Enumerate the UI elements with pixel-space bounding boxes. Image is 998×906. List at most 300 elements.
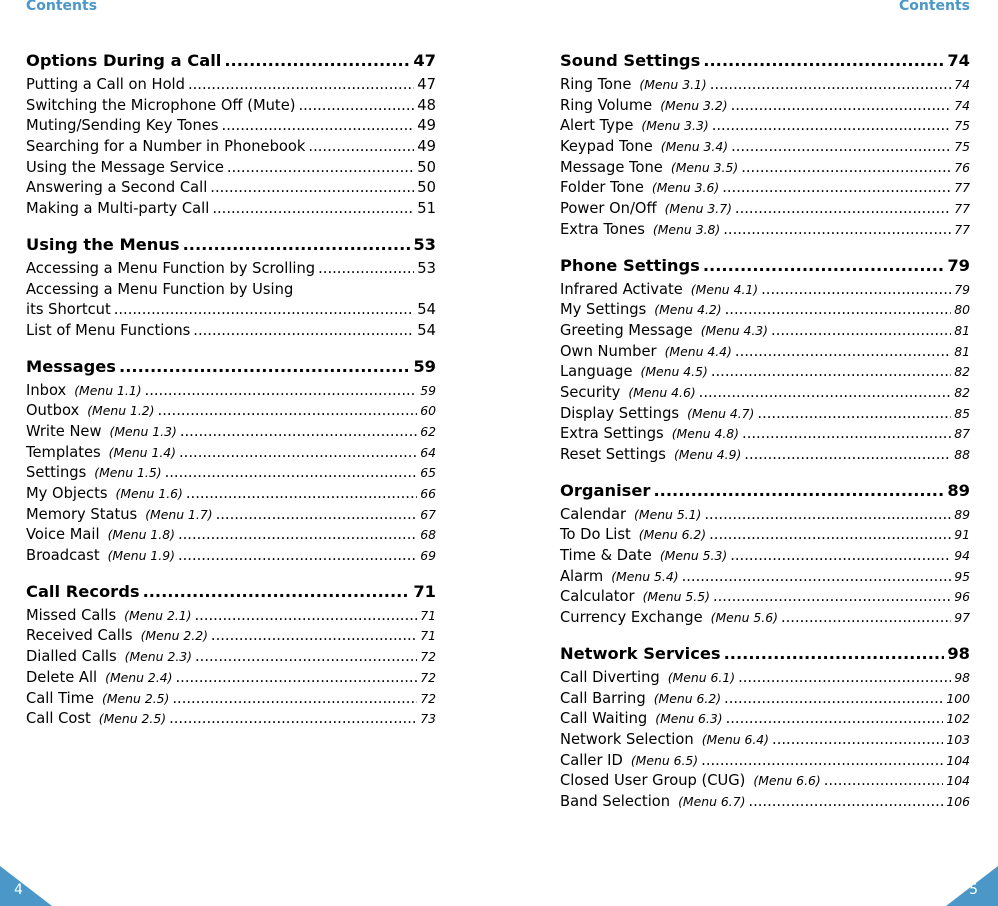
entry-page-number: 50 [417,158,436,176]
section-title: Phone Settings [560,255,700,275]
toc-section-heading[interactable] [560,481,970,506]
entry-title: Network Selection [560,730,694,748]
entry-page-number: 68 [420,527,436,543]
entry-title: Message Tone [560,158,663,176]
entry-menu-ref: (Menu 5.3) [659,548,728,564]
section-title: Call Records [26,581,140,601]
toc-entry[interactable] [26,547,436,568]
entry-menu-ref: (Menu 3.8) [652,221,721,237]
dot-leader [722,179,951,196]
left-page-corner-tab [0,866,52,906]
entry-page-number: 89 [954,506,970,522]
dot-leader [726,710,944,727]
entry-menu-ref: (Menu 6.2) [638,527,707,543]
toc-entry[interactable] [560,343,970,364]
toc-entry[interactable] [26,690,436,711]
toc-entry[interactable] [26,485,436,506]
entry-page-number: 48 [417,96,436,114]
entry-title: Calculator [560,588,635,606]
entry-page-number: 77 [954,201,970,217]
entry-title: Switching the Microphone Off (Mute) [26,96,296,114]
entry-page-number: 49 [417,138,436,156]
dot-leader [195,607,418,624]
section-page-number: 47 [413,51,436,70]
entry-page-number: 74 [954,97,970,113]
entry-title: My Settings [560,301,647,319]
section-page-number: 71 [413,581,436,601]
toc-entry[interactable] [26,138,436,159]
entry-page-number: 81 [954,343,970,359]
entry-menu-ref: (Menu 6.1) [667,669,736,685]
entry-menu-ref: (Menu 3.7) [664,201,732,217]
entry-title: Calendar [560,505,627,523]
dot-leader [742,425,951,442]
dot-leader [761,281,951,298]
dot-leader [188,76,414,93]
dot-leader [710,76,951,93]
section-page-number: 79 [947,255,970,275]
toc-entry[interactable] [26,506,436,527]
entry-page-number: 69 [420,548,436,564]
dot-leader [723,221,951,238]
section-page-number: 53 [413,234,436,254]
dot-leader [744,446,951,463]
section-title: Options During a Call [26,51,222,70]
entry-title: Language [560,363,633,381]
dot-leader [227,159,414,176]
dot-leader [180,423,417,440]
section-title: Network Services [560,643,721,663]
dot-leader [712,117,952,134]
toc-entry[interactable] [560,301,970,322]
entry-menu-ref: (Menu 2.1) [124,607,192,623]
dot-leader [771,322,951,339]
dot-leader [186,485,417,502]
entry-title: Own Number [560,342,657,360]
entry-title: Extra Settings [560,425,664,443]
dot-leader [735,343,951,360]
dot-leader [114,301,415,318]
toc-entry[interactable] [560,138,970,159]
dot-leader [178,547,417,564]
dot-leader [735,200,951,217]
dot-leader [772,731,943,748]
entry-menu-ref: (Menu 1.3) [109,423,177,439]
entry-title: Accessing a Menu Function by Using [26,280,294,298]
entry-page-number: 67 [420,506,436,522]
entry-page-number: 98 [954,669,970,685]
entry-title: Greeting Message [560,321,693,339]
entry-menu-ref: (Menu 1.9) [107,548,175,564]
dot-leader [308,138,414,155]
entry-page-number: 59 [420,382,436,398]
entry-title: Ring Volume [560,96,653,114]
dot-leader [704,506,951,523]
toc-entry[interactable] [560,752,970,773]
entry-page-number: 72 [420,649,436,665]
entry-page-number: 82 [954,384,970,400]
entry-title: Extra Tones [560,220,645,238]
entry-page-number: 79 [954,281,970,297]
toc-entry[interactable] [26,444,436,465]
entry-page-number: 54 [417,321,436,339]
entry-title: Infrared Activate [560,280,683,298]
entry-menu-ref: (Menu 6.5) [630,752,699,768]
section-title: Sound Settings [560,51,701,70]
dot-leader [703,256,944,275]
toc-entry[interactable] [26,322,436,343]
dot-leader [724,644,945,663]
entry-menu-ref: (Menu 5.5) [642,589,710,605]
toc-section-heading[interactable] [26,357,436,382]
toc-entry[interactable] [560,322,970,343]
entry-menu-ref: (Menu 1.4) [108,444,177,460]
entry-page-number: 91 [954,527,970,543]
dot-leader [713,588,951,605]
entry-title: Searching for a Number in Phonebook [26,138,306,156]
entry-menu-ref: (Menu 4.8) [671,426,740,442]
toc-section [560,644,970,814]
toc-entry[interactable] [560,526,970,547]
toc-section-heading[interactable] [26,51,436,76]
toc-entry[interactable] [560,731,970,752]
entry-page-number: 102 [946,711,970,727]
entry-menu-ref: (Menu 4.6) [628,384,696,400]
entry-title: Voice Mail [26,526,100,544]
toc-section [26,51,436,221]
entry-title: Accessing a Menu Function by Scrolling [26,259,316,277]
entry-menu-ref: (Menu 2.2) [140,628,208,644]
toc-entry[interactable] [560,363,970,384]
toc-entry[interactable] [560,506,970,527]
entry-page-number: 77 [954,221,970,237]
entry-title: Call Barring [560,689,646,707]
entry-menu-ref: (Menu 1.1) [74,382,142,398]
toc-entry[interactable] [26,627,436,648]
entry-page-number: 60 [420,403,436,419]
section-title: Using the Menus [26,234,180,254]
dot-leader [222,117,415,134]
entry-title: Display Settings [560,404,680,422]
dot-leader [216,506,418,523]
toc-entry[interactable] [26,382,436,403]
entry-page-number: 87 [954,426,970,442]
toc-entry[interactable] [26,117,436,138]
dot-leader [741,159,951,176]
entry-title: Outbox [26,402,80,420]
entry-page-number: 104 [946,752,970,768]
toc-entry[interactable] [560,609,970,630]
entry-title: Memory Status [26,505,138,523]
entry-title: Making a Multi-party Call [26,200,210,218]
right-page-header: Contents [898,0,970,14]
dot-leader [211,627,417,644]
dot-leader [701,752,943,769]
toc-section [560,51,970,242]
toc-section [26,357,436,568]
entry-menu-ref: (Menu 4.1) [690,281,759,297]
toc-entry[interactable] [26,200,436,221]
toc-section-heading[interactable] [26,235,436,260]
toc-entry[interactable] [26,76,436,97]
entry-title: Power On/Off [560,200,657,218]
toc-entry[interactable] [560,117,970,138]
dot-leader [725,301,952,318]
toc-entry[interactable] [560,281,970,302]
toc-entry[interactable] [26,159,436,180]
entry-page-number: 76 [954,159,970,175]
entry-title: Call Cost [26,710,91,728]
toc-entry[interactable] [560,425,970,446]
dot-leader [165,464,418,481]
dot-leader [212,200,414,217]
section-title: Messages [26,356,117,376]
dot-leader [298,97,414,114]
section-page-number: 74 [947,51,970,70]
entry-page-number: 53 [417,259,436,277]
entry-menu-ref: (Menu 5.6) [710,610,778,626]
toc-section [26,582,436,731]
right-toc-column [560,51,970,828]
entry-page-number: 73 [420,711,436,727]
entry-title: Alarm [560,567,604,585]
entry-page-number: 80 [954,302,970,318]
right-page-number: 5 [969,882,978,898]
toc-entry[interactable] [560,793,970,814]
entry-title: Security [560,383,621,401]
toc-entry[interactable] [560,76,970,97]
dot-leader [158,402,418,419]
toc-entry[interactable] [560,588,970,609]
entry-menu-ref: (Menu 6.4) [701,731,770,747]
entry-page-number: 50 [417,179,436,197]
dot-leader [824,772,944,789]
toc-entry[interactable] [560,446,970,467]
toc-entry[interactable] [26,281,436,302]
dot-leader [169,710,417,727]
entry-page-number: 72 [420,690,436,706]
dot-leader [143,582,411,601]
dot-leader [318,260,414,277]
dot-leader [178,526,417,543]
toc-section-heading[interactable] [560,51,970,76]
entry-title: Putting a Call on Hold [26,76,185,93]
entry-menu-ref: (Menu 4.4) [664,343,732,359]
left-toc-column [26,51,436,745]
dot-leader [682,568,952,585]
entry-title: Answering a Second Call [26,179,208,197]
entry-page-number: 88 [954,447,970,462]
entry-menu-ref: (Menu 4.7) [687,405,755,421]
toc-entry[interactable] [26,402,436,423]
dot-leader [699,384,952,401]
dot-leader [210,179,414,196]
toc-entry[interactable] [26,526,436,547]
entry-title: Call Diverting [560,668,660,686]
toc-entry[interactable] [26,710,436,731]
toc-entry[interactable] [560,384,970,405]
entry-menu-ref: (Menu 1.8) [107,527,175,543]
dot-leader [179,444,417,461]
entry-title: Time & Date [560,547,652,565]
entry-page-number: 66 [420,486,436,501]
entry-menu-ref: (Menu 4.3) [700,322,769,338]
toc-entry[interactable] [560,179,970,200]
dot-leader [119,357,410,376]
entry-title: Closed User Group (CUG) [560,772,746,790]
entry-page-number: 75 [954,118,970,134]
entry-page-number: 49 [417,117,436,135]
entry-title: Caller ID [560,751,623,769]
entry-title: My Objects [26,485,108,502]
left-page-header: Contents [26,0,98,14]
entry-title: Call Time [26,689,95,707]
entry-page-number: 95 [954,568,970,584]
entry-page-number: 96 [954,589,970,605]
entry-page-number: 71 [420,607,436,623]
entry-title: Missed Calls [26,606,117,624]
toc-section-heading[interactable] [560,644,970,669]
entry-title: Band Selection [560,792,671,810]
toc-entry[interactable] [560,159,970,180]
entry-menu-ref: (Menu 3.4) [660,139,729,155]
entry-menu-ref: (Menu 4.5) [640,364,708,380]
entry-menu-ref: (Menu 1.5) [94,465,162,481]
dot-leader [731,97,952,114]
entry-title: Keypad Tone [560,138,653,156]
entry-title: Broadcast [26,547,100,565]
dot-leader [731,138,951,155]
toc-entry[interactable] [560,772,970,793]
entry-title: Reset Settings [560,446,666,463]
toc-entry[interactable] [26,607,436,628]
entry-menu-ref: (Menu 1.6) [115,486,183,501]
dot-leader [748,793,943,810]
section-page-number: 59 [413,356,436,376]
entry-title: To Do List [560,526,631,544]
dot-leader [175,669,417,686]
toc-entry[interactable] [26,179,436,200]
entry-page-number: 71 [420,628,436,644]
toc-entry[interactable] [26,97,436,118]
entry-page-number: 75 [954,139,970,155]
dot-leader [781,609,951,626]
entry-page-number: 62 [420,423,436,439]
section-page-number: 98 [947,643,970,663]
entry-page-number: 94 [954,548,970,564]
entry-page-number: 65 [420,465,436,481]
entry-title: Received Calls [26,627,133,645]
entry-menu-ref: (Menu 3.3) [641,118,709,134]
entry-page-number: 104 [946,773,970,789]
entry-title: Dialled Calls [26,648,117,666]
toc-entry[interactable] [26,423,436,444]
toc-entry[interactable] [26,260,436,281]
entry-title: Settings [26,464,87,482]
entry-menu-ref: (Menu 2.3) [124,649,192,665]
entry-menu-ref: (Menu 1.7) [145,506,213,522]
entry-menu-ref: (Menu 5.4) [611,568,679,584]
toc-entry[interactable] [560,710,970,731]
entry-menu-ref: (Menu 2.5) [102,690,170,706]
entry-page-number: 85 [954,405,970,421]
dot-leader [709,526,951,543]
entry-page-number: 82 [954,364,970,380]
toc-entry[interactable] [560,405,970,426]
dot-leader [757,405,951,422]
entry-title: Delete All [26,668,98,686]
entry-menu-ref: (Menu 3.5) [670,159,739,175]
toc-entry[interactable] [26,464,436,485]
entry-page-number: 103 [946,731,970,747]
toc-entry[interactable] [26,301,436,322]
toc-entry[interactable] [560,690,970,711]
dot-leader [145,382,418,399]
entry-page-number: 106 [946,793,970,809]
entry-menu-ref: (Menu 3.6) [651,180,720,196]
entry-page-number: 81 [954,322,970,338]
entry-menu-ref: (Menu 3.2) [660,97,728,113]
entry-menu-ref: (Menu 6.3) [655,711,723,727]
entry-menu-ref: (Menu 2.5) [98,711,167,727]
entry-menu-ref: (Menu 5.1) [634,506,702,522]
entry-page-number: 64 [420,444,436,460]
toc-section [560,256,970,467]
entry-menu-ref: (Menu 2.4) [105,669,173,685]
toc-entry[interactable] [26,648,436,669]
entry-menu-ref: (Menu 6.7) [678,793,746,809]
section-title: Organiser [560,480,651,500]
toc-entry[interactable] [560,669,970,690]
entry-menu-ref: (Menu 6.6) [753,773,821,789]
entry-page-number: 47 [417,76,436,93]
dot-leader [738,669,951,686]
dot-leader [193,322,414,339]
entry-title: Templates [26,443,101,461]
toc-section [560,481,970,630]
entry-page-number: 74 [954,77,970,92]
entry-menu-ref: (Menu 4.2) [654,302,722,318]
entry-page-number: 72 [420,669,436,685]
entry-title: Ring Tone [560,76,632,93]
entry-menu-ref: (Menu 6.2) [653,690,722,706]
entry-menu-ref: (Menu 3.1) [639,77,707,92]
entry-page-number: 51 [417,200,436,218]
dot-leader [224,51,410,70]
dot-leader [172,690,417,707]
toc-entry[interactable] [560,547,970,568]
dot-leader [730,547,951,564]
toc-section-heading[interactable] [560,256,970,281]
entry-title: Currency Exchange [560,609,703,627]
dot-leader [183,235,411,254]
toc-entry[interactable] [26,669,436,690]
entry-title: Call Waiting [560,710,648,728]
toc-section-heading[interactable] [26,582,436,607]
entry-title: Alert Type [560,117,634,135]
entry-page-number: 97 [954,610,970,626]
entry-page-number: 54 [417,301,436,319]
toc-section [26,235,436,343]
toc-entry[interactable] [560,97,970,118]
entry-title: Folder Tone [560,179,644,197]
toc-entry[interactable] [560,200,970,221]
entry-menu-ref: (Menu 1.2) [87,403,155,419]
entry-page-number: 77 [954,180,970,196]
toc-entry[interactable] [560,221,970,242]
entry-title: Muting/Sending Key Tones [26,117,219,135]
toc-entry[interactable] [560,568,970,589]
